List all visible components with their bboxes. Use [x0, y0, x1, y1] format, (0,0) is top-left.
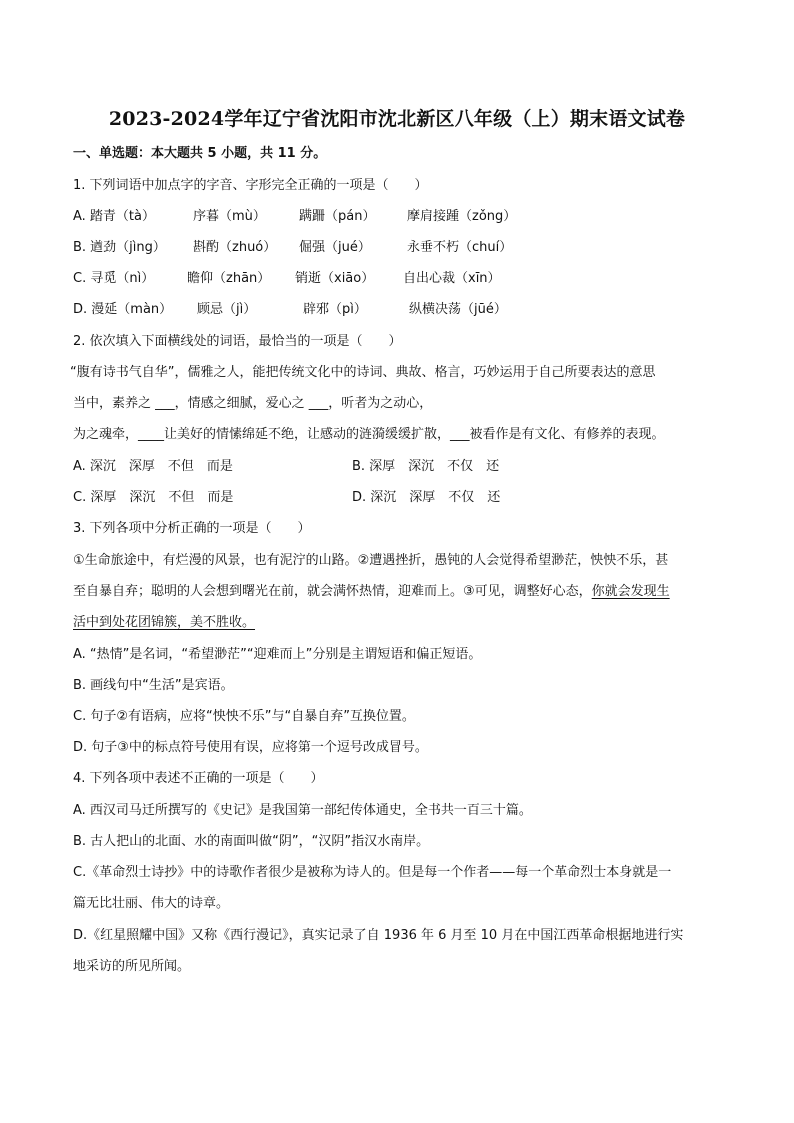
option-word: 瞻仰（zhān）	[187, 271, 271, 286]
option-word: 纵横决荡（jūé）	[409, 302, 507, 317]
question-2-passage-line: 为之魂牵，____让美好的情愫绵延不绝，让感动的涟漪缓缓扩散，___被看作是有文化、有修养的表现。	[73, 427, 665, 442]
question-2-option-d: D. 深沉 深厚 不仅 还	[352, 490, 501, 505]
question-3-passage-line	[73, 614, 733, 632]
question-3-passage-line: ①生命旅途中，有烂漫的风景，也有泥泞的山路。②遭遇挫折，愚钝的人会觉得希望渺茫，怏怏不乐，甚	[73, 553, 669, 568]
option-word: 序暮（mù）	[193, 209, 266, 224]
option-word: 永垂不朽（chuí）	[407, 240, 513, 255]
question-4-option-b: B. 古人把山的北面、水的南面叫做“阴”，“汉阴”指汉水南岸。	[73, 834, 430, 849]
question-3-option-b: B. 画线句中“生活”是宾语。	[73, 678, 234, 693]
underlined-sentence: 活中到处花团锦簇，美不胜收。	[73, 615, 256, 630]
option-word: 摩肩接踵（zǒng）	[407, 209, 517, 224]
passage-text: 至自暴自弃；聪明的人会想到曙光在前，就会满怀热情，迎难而上。③可见，调整好心态，	[73, 584, 592, 599]
question-2-option-c: C. 深厚 深沉 不但 而是	[73, 490, 234, 505]
question-3-option-a: A. “热情”是名词，“希望渺茫”“迎难而上”分别是主谓短语和偏正短语。	[73, 647, 482, 662]
option-word: 销逝（xiāo）	[295, 271, 375, 286]
option-word: D. 漫延（màn）	[73, 302, 173, 317]
question-2-option-a: A. 深沉 深厚 不但 而是	[73, 459, 233, 474]
option-word: B. 遒劲（jìng）	[73, 240, 166, 255]
page-title: 2023-2024学年辽宁省沈阳市沈北新区八年级（上）期末语文试卷	[108, 108, 686, 130]
question-2-passage-line: “腹有诗书气自华”，儒雅之人，能把传统文化中的诗词、典故、格言，巧妙运用于自己所要表达的意思	[70, 365, 656, 380]
question-1-stem: 1. 下列词语中加点字的字音、字形完全正确的一项是（ ）	[73, 178, 428, 193]
question-4-option-a: A. 西汉司马迁所撰写的《史记》是我国第一部纪传体通史，全书共一百三十篇。	[73, 803, 532, 818]
option-word: C. 寻觅（nì）	[73, 271, 155, 286]
option-word: 辟邪（pì）	[303, 302, 367, 317]
question-4-option-d-cont: 地采访的所见所闻。	[73, 959, 191, 974]
option-word: 顾忌（jì）	[197, 302, 257, 317]
option-word: 倔强（jué）	[299, 240, 371, 255]
question-2-passage-line: 当中，素养之 ___，情感之细腻，爱心之 ___，听者为之动心，	[73, 396, 433, 411]
section-heading: 一、单选题：本大题共 5 小题，共 11 分。	[73, 146, 327, 161]
question-4-stem: 4. 下列各项中表述不正确的一项是（ ）	[73, 771, 324, 786]
question-3-option-d: D. 句子③中的标点符号使用有误，应将第一个逗号改成冒号。	[73, 740, 428, 755]
option-word: 蹒跚（pán）	[299, 209, 376, 224]
question-4-option-d: D.《红星照耀中国》又称《西行漫记》，真实记录了自 1936 年 6 月至 10 月在中国江西革命根据地进行实	[73, 928, 684, 943]
question-4-option-c-cont: 篇无比壮丽、伟大的诗章。	[73, 896, 230, 911]
option-word: 斟酌（zhuó）	[193, 240, 277, 255]
option-word: A. 踏青（tà）	[73, 209, 155, 224]
question-3-option-c: C. 句子②有语病，应将“怏怏不乐”与“自暴自弃”互换位置。	[73, 709, 415, 724]
question-4-option-c: C.《革命烈士诗抄》中的诗歌作者很少是被称为诗人的。但是每一个作者——每一个革命烈士本身就是一	[73, 865, 672, 880]
question-3-passage-line	[73, 583, 733, 601]
underlined-sentence: 你就会发现生	[591, 584, 670, 599]
question-3-stem: 3. 下列各项中分析正确的一项是（ ）	[73, 521, 311, 536]
question-2-stem: 2. 依次填入下面横线处的词语，最恰当的一项是（ ）	[73, 334, 402, 349]
option-word: 自出心裁（xīn）	[403, 271, 501, 286]
question-2-option-b: B. 深厚 深沉 不仅 还	[352, 459, 500, 474]
